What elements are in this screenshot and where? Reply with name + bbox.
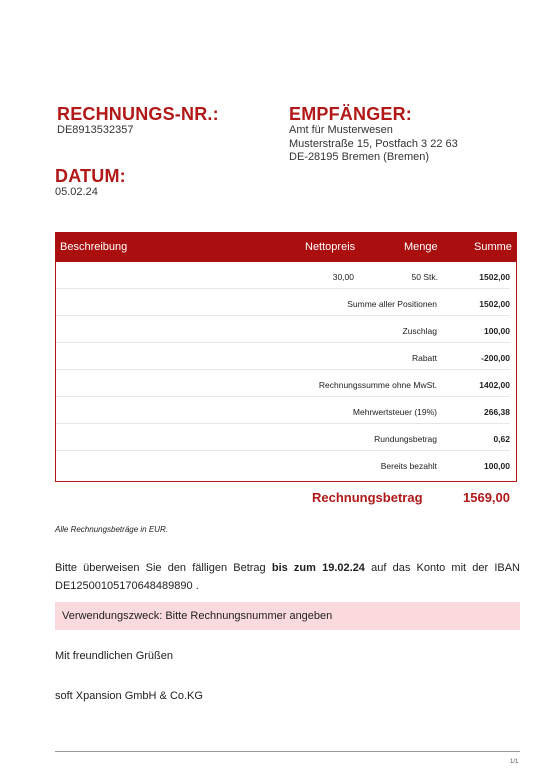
footer-divider — [55, 751, 520, 752]
summary-row — [56, 424, 516, 451]
summary-label: Rundungsbetrag — [374, 434, 437, 444]
summary-label: Rabatt — [411, 353, 437, 363]
column-header-net-price: Nettopreis — [305, 241, 356, 253]
summary-value: 266,38 — [484, 407, 510, 417]
company-name: soft Xpansion GmbH & Co.KG — [55, 690, 203, 702]
column-header-description: Beschreibung — [60, 241, 128, 253]
recipient-label: EMPFÄNGER: — [289, 104, 412, 124]
invoice-number: DE8913532357 — [57, 124, 134, 136]
summary-label: Rechnungssumme ohne MwSt. — [318, 380, 437, 390]
summary-value: 1502,00 — [479, 299, 510, 309]
item-quantity: 50 Stk. — [411, 272, 438, 282]
currency-note: Alle Rechnungsbeträge in EUR. — [55, 525, 168, 534]
recipient-line-3: DE-28195 Bremen (Bremen) — [289, 151, 430, 163]
summary-row — [56, 289, 516, 316]
summary-value: 100,00 — [484, 326, 510, 336]
payment-due-date: bis zum 19.02.24 — [271, 562, 365, 574]
page-number: 1/1 — [510, 759, 519, 765]
total-label: Rechnungsbetrag — [312, 490, 423, 505]
summary-value: -200,00 — [481, 353, 510, 363]
column-header-quantity: Menge — [404, 241, 438, 253]
summary-label: Summe aller Positionen — [347, 299, 437, 309]
summary-row — [56, 451, 516, 478]
summary-row — [56, 316, 516, 343]
summary-row — [56, 343, 516, 370]
closing-greeting: Mit freundlichen Grüßen — [55, 650, 173, 662]
payment-text-after: auf das Konto mit der IBAN DE12500105170648489890 . — [55, 562, 521, 592]
recipient-line-2: Musterstraße 15, Postfach 3 22 63 — [289, 138, 458, 150]
recipient-line-1: Amt für Musterwesen — [289, 124, 393, 136]
summary-label: Bereits bezahlt — [380, 461, 437, 471]
invoice-table — [55, 262, 517, 482]
total-amount: 1569,00 — [463, 490, 510, 505]
payment-instructions — [55, 559, 520, 595]
invoice-number-label: RECHNUNGS-NR.: — [57, 104, 219, 124]
summary-row — [56, 370, 516, 397]
summary-row — [56, 397, 516, 424]
payment-text-before: Bitte überweisen Sie den fälligen Betrag — [55, 562, 272, 574]
date-label: DATUM: — [55, 166, 126, 186]
item-net-price: 30,00 — [332, 272, 354, 282]
item-sum: 1502,00 — [479, 272, 510, 282]
column-header-sum: Summe — [474, 241, 512, 253]
summary-value: 1402,00 — [479, 380, 510, 390]
summary-label: Zuschlag — [402, 326, 437, 336]
invoice-date: 05.02.24 — [55, 186, 98, 198]
summary-value: 0,62 — [493, 434, 510, 444]
payment-purpose: Verwendungszweck: Bitte Rechnungsnummer angeben — [62, 610, 333, 622]
summary-value: 100,00 — [484, 461, 510, 471]
table-header — [55, 232, 517, 262]
payment-purpose-box — [55, 602, 520, 630]
summary-label: Mehrwertsteuer (19%) — [352, 407, 437, 417]
table-row — [56, 262, 516, 289]
